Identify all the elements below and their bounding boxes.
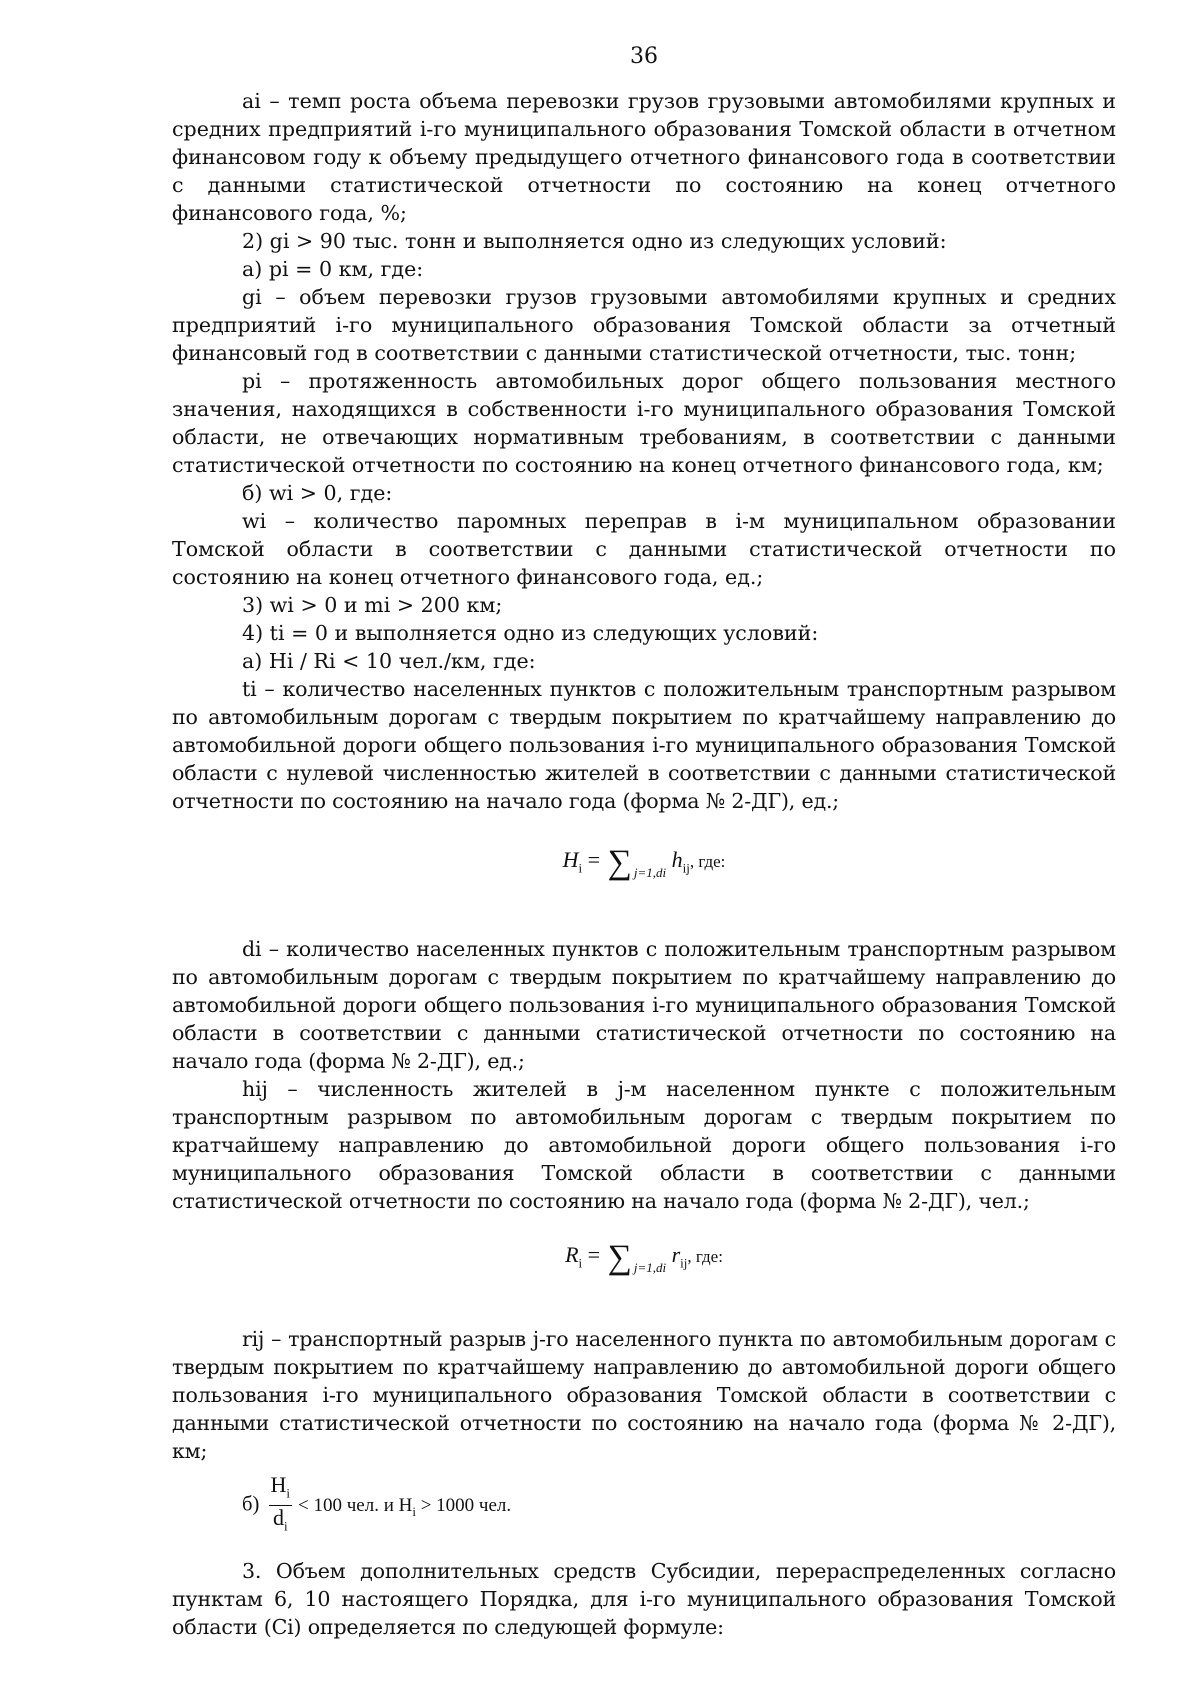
paragraph-condition-2b: б) wi > 0, где: (242, 481, 393, 505)
paragraph-condition-2a: а) pi = 0 км, где: (242, 257, 424, 281)
fraction-denominator-text: d (272, 1505, 284, 1531)
paragraph-definition-t: ti – количество населенных пунктов с положительным транспортным разрывом по автомобильным дорогам с твердым покрытием по кратчайшему направлению до автомобильной дороги общего пользования i-го муниципального образования Томской области с нулевой численностью жителей в соответствии с данными статистической отчетности по состоянию на начало года (форма № 2-ДГ), ед.; (172, 677, 1116, 813)
paragraph-condition-2: 2) gi > 90 тыс. тонн и выполняется одно из следующих условий: (242, 229, 947, 253)
page-number: 36 (630, 44, 658, 69)
paragraph-definition-h: hij – численность жителей в j-м населенном пункте с положительным транспортным разрывом по автомобильным дорогам с твердым покрытием по кратчайшему направлению до автомобильной дороги общего пользования i-го муниципального образования Томской области в соответствии с данными статистической отчетности по состоянию на начало года (форма № 2-ДГ), чел.; (172, 1077, 1116, 1213)
fraction-h-over-d (269, 1473, 293, 1539)
fraction-numerator-sub: i (286, 1485, 291, 1501)
paragraph-section-3: 3. Объем дополнительных средств Субсидии, перераспределенных согласно пунктам 6, 10 настоящего Порядка, для i-го муниципального образования Томской области (Ci) определяется по следующей формуле: (172, 1558, 1116, 1639)
condition-4b-rest-1: < 100 чел. и H (298, 1494, 413, 1516)
formula-h-sum (172, 815, 1116, 935)
fraction-numerator-text: H (270, 1472, 287, 1497)
paragraph-definition-r: rij – транспортный разрыв j-го населенного пункта по автомобильным дорогам с твердым покрытием по кратчайшему направлению до автомобильной дороги общего пользования i-го муниципального образования Томской области в соответствии с данными статистической отчетности по состоянию на начало года (форма № 2-ДГ), км; (172, 1327, 1116, 1463)
paragraph-condition-4: 4) ti = 0 и выполняется одно из следующих условий: (242, 621, 819, 645)
paragraph-condition-4a: а) Hi / Ri < 10 чел./км, где: (242, 649, 536, 673)
condition-4b-rest (298, 1494, 512, 1519)
formula-h-tail: , где: (689, 852, 726, 871)
formula-h-lhs-sub: i (578, 860, 583, 876)
paragraph-definition-g: gi – объем перевозки грузов грузовыми автомобилями крупных и средних предприятий i-го муниципального образования Томской области за отчетный финансовый год в соответствии с данными статистической отчетности, тыс. тонн; (172, 285, 1116, 365)
paragraph-definition-p: pi – протяженность автомобильных дорог общего пользования местного значения, находящихся в собственности i-го муниципального образования Томской области, не отвечающих нормативным требованиям, в соответствии с данными статистической отчетности по состоянию на конец отчетного финансового года, км; (172, 369, 1116, 477)
formula-r-lhs-sub: i (578, 1255, 583, 1271)
paragraph-condition-3: 3) wi > 0 и mi > 200 км; (242, 593, 503, 617)
formula-h-term-sub: ij (682, 860, 690, 876)
formula-r-term-sub: ij (680, 1255, 688, 1271)
sum-symbol: ∑ (607, 844, 632, 881)
condition-4b-rest-sub: i (412, 1503, 416, 1519)
document-body (172, 87, 1116, 1641)
fraction-denominator (269, 1506, 293, 1538)
formula-h-equals: = (587, 847, 601, 872)
fraction-numerator (269, 1473, 293, 1506)
paragraph-growth-rate: аi – темп роста объема перевозки грузов грузовыми автомобилями крупных и средних предприятий i-го муниципального образования Томской области в отчетном финансовом году к объему предыдущего отчетного финансового года в соответствии с данными статистической отчетности по состоянию на конец отчетного финансового года, %; (172, 89, 1116, 225)
formula-r-limits: j=1,di (633, 1260, 667, 1275)
paragraph-definition-d: di – количество населенных пунктов с положительным транспортным разрывом по автомобильным дорогам с твердым покрытием по кратчайшему направлению до автомобильной дороги общего пользования i-го муниципального образования Томской области в соответствии с данными статистической отчетности по состоянию на начало года (форма № 2-ДГ), ед.; (172, 937, 1116, 1073)
formula-r-equals: = (587, 1242, 601, 1267)
formula-r-sum (172, 1215, 1116, 1325)
condition-4b-prefix: б) (242, 1493, 260, 1516)
formula-h-term: h (671, 847, 683, 872)
paragraph-definition-w: wi – количество паромных переправ в i-м муниципальном образовании Томской области в соответствии с данными статистической отчетности по состоянию на конец отчетного финансового года, ед.; (172, 509, 1116, 589)
formula-r-term: r (671, 1242, 681, 1267)
formula-h-lhs: H (562, 847, 579, 872)
formula-h-limits: j=1,di (633, 865, 667, 880)
fraction-denominator-sub: i (283, 1518, 288, 1534)
condition-4b (172, 1473, 1116, 1539)
formula-r-lhs: R (565, 1242, 579, 1267)
sum-symbol: ∑ (607, 1239, 632, 1276)
formula-r-tail: , где: (687, 1247, 723, 1266)
condition-4b-rest-2: > 1000 чел. (415, 1494, 512, 1516)
